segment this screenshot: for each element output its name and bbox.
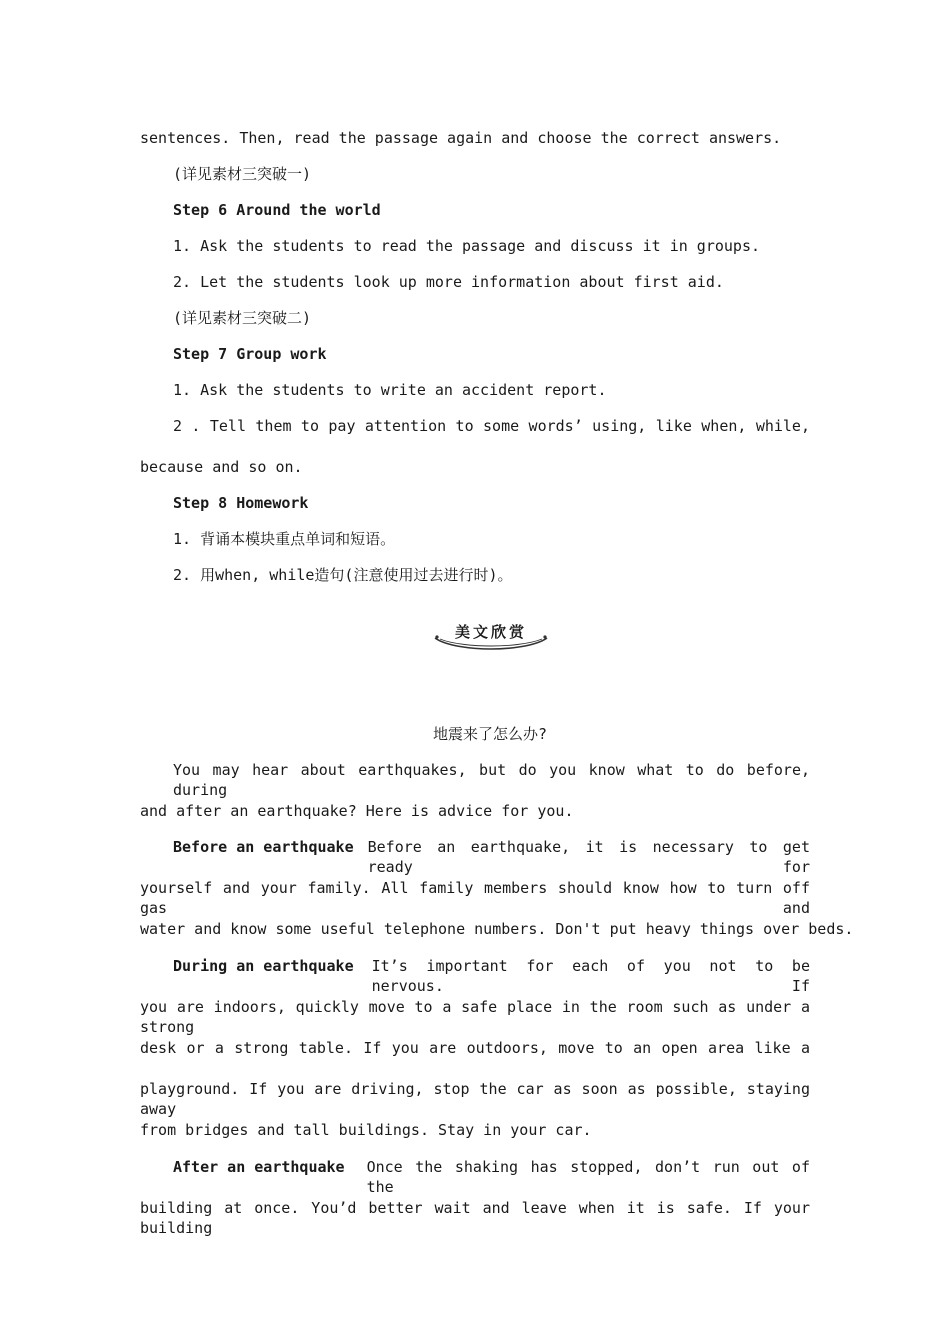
step-8-heading: Step 8 Homework	[173, 494, 309, 512]
intro-line-2: and after an earthquake? Here is advice for you.	[140, 802, 574, 820]
material-reference: (详见素材三突破一)	[173, 165, 312, 183]
after-heading: After an earthquake	[173, 1158, 345, 1176]
step-7-item-2-continued: because and so on.	[140, 458, 303, 476]
step-7-item-2: 2 . Tell them to pay attention to some words’ using, like when, while,	[173, 417, 810, 435]
step-8-item-2: 2. 用when, while造句(注意使用过去进行时)。	[173, 566, 513, 584]
before-line-1: Before an earthquake, it is necessary to get ready for	[367, 838, 810, 876]
after-line-2: building at once. You’d better wait and leave when it is safe. If your building	[140, 1199, 810, 1237]
banner-title: 美文欣赏	[454, 623, 528, 641]
during-line-1: It’s important for each of you not to be nervous. If	[371, 957, 810, 995]
step-6-item-2: 2. Let the students look up more information about first aid.	[173, 273, 724, 291]
banner-ornament-icon	[432, 618, 550, 652]
section-banner	[432, 618, 550, 652]
step-8-item-1: 1. 背诵本模块重点单词和短语。	[173, 530, 396, 548]
before-line-3: water and know some useful telephone numbers. Don't put heavy things over beds.	[140, 920, 854, 938]
material-reference: (详见素材三突破二)	[173, 309, 312, 327]
during-heading: During an earthquake	[173, 957, 354, 975]
step-6-heading: Step 6 Around the world	[173, 201, 381, 219]
during-line-4: playground. If you are driving, stop the car as soon as possible, staying away	[140, 1080, 810, 1118]
during-paragraph-first-line	[173, 956, 810, 996]
during-line-2: you are indoors, quickly move to a safe place in the room such as under a strong	[140, 998, 810, 1036]
before-line-2: yourself and your family. All family members should know how to turn off gas and	[140, 879, 810, 917]
before-paragraph-first-line	[173, 837, 810, 877]
paragraph-line: sentences. Then, read the passage again and choose the correct answers.	[140, 129, 782, 147]
during-line-5: from bridges and tall buildings. Stay in your car.	[140, 1121, 592, 1139]
step-6-item-1: 1. Ask the students to read the passage and discuss it in groups.	[173, 237, 760, 255]
step-7-heading: Step 7 Group work	[173, 345, 327, 363]
before-heading: Before an earthquake	[173, 838, 354, 856]
after-paragraph-first-line	[173, 1157, 810, 1197]
intro-line-1: You may hear about earthquakes, but do you know what to do before, during	[173, 761, 810, 799]
during-line-3: desk or a strong table. If you are outdoors, move to an open area like a	[140, 1039, 810, 1057]
step-7-item-1: 1. Ask the students to write an accident report.	[173, 381, 607, 399]
article-title: 地震来了怎么办?	[432, 725, 548, 743]
after-line-1: Once the shaking has stopped, don’t run out of the	[366, 1158, 810, 1196]
